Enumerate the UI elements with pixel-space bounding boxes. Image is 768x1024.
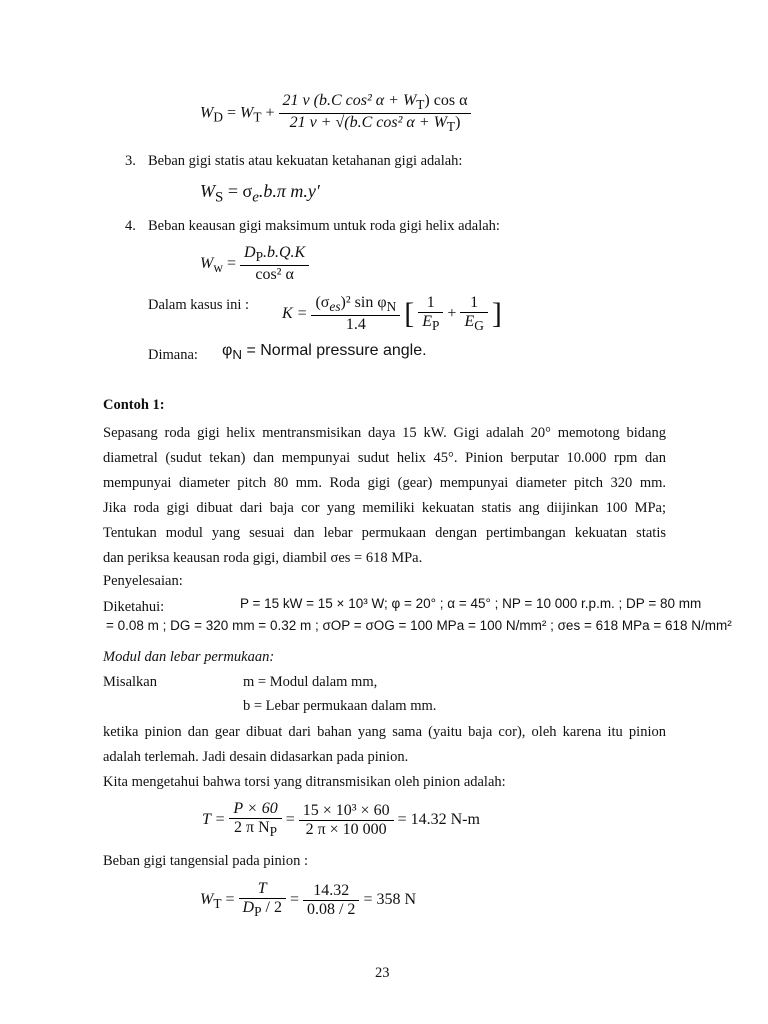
beban-tangensial-label: Beban gigi tangensial pada pinion : [103, 853, 308, 869]
penyelesaian-label: Penyelesaian: [103, 573, 183, 589]
equation-wd: $W_D = W_T$ + $\frac{21 v (b.C \cos^2 \alpha + W_T) \cos \alpha}{21 v + √(b.C \cos^2 \alpha + W_T)}$ [200, 92, 471, 135]
example-title: Contoh 1: [103, 397, 165, 413]
paragraph-line: Tentukan modul yang sesuai dan lebar permukaan dengan pertimbangan kekuatan statis [103, 525, 666, 541]
wd-fraction: $\frac{21 v (b.C \cos^2 \alpha + W_T) \cos \alpha}{21 v + √(b.C \cos^2 \alpha + W_T)}$ [279, 92, 472, 135]
equation-ww: $W_w$ = $\frac{D_P.b.Q.K}{\text{cos² α}}$ [200, 244, 309, 284]
dalam-kasus-label: Dalam kasus ini : [148, 297, 250, 313]
given-line-1: P = 15 kW = 15 × 10³ W; φ = 20° ; α = 45° ; NP = 10 000 r.p.m. ; DP = 80 mm [240, 596, 702, 611]
paragraph-line: diametral (sudut tekan) dan mempunyai sudut helix 45°. Pinion berputar 10.000 rpm dan [103, 450, 666, 466]
equation-k: K = $\frac{(\sigma_{es})^2 \sin \varphi_N}{1.4}$ [ $\frac{1}{E_P}$ + $\frac{1}{E_G}$ ] [282, 294, 502, 334]
list-number-3: 3. [125, 153, 136, 169]
given-line-2: = 0.08 m ; DG = 320 mm = 0.32 m ; σOP = σOG = 100 MPa = 100 N/mm² ; σes = 618 MPa = 618 N/mm² [106, 618, 732, 633]
item3-text: Beban gigi statis atau kekuatan ketahanan gigi adalah: [148, 153, 463, 169]
equation-torque: T = $\frac{P \times 60}{2 \pi N_P}$ = $\frac{\text{15 × 10³ × 60}}{2 \pi \times 10 000}$ = 14.32 N-m [202, 800, 480, 840]
paragraph-line: adalah terlemah. Jadi desain didasarkan pada pinion. [103, 749, 409, 765]
paragraph-line: Kita mengetahui bahwa torsi yang ditransmisikan oleh pinion adalah: [103, 774, 506, 790]
k-fraction: $\frac{(\sigma_{es})^2 \sin \varphi_N}{1.4}$ [311, 294, 400, 334]
normal-pressure-angle: $\varphi_N$ = Normal pressure angle. [222, 342, 427, 363]
list-number-4: 4. [125, 218, 136, 234]
equation-ws: $W_S = \sigma_e.b.\pi$ m.y′ [200, 181, 320, 206]
def-m: m = Modul dalam mm, [243, 674, 378, 690]
paragraph-line: ketika pinion dan gear dibuat dari bahan yang sama (yaitu baja cor), oleh karena itu pinion [103, 724, 666, 740]
dimana-label: Dimana: [148, 347, 198, 363]
paragraph-line: mempunyai diameter pitch 80 mm. Roda gigi (gear) mempunyai diameter pitch 320 mm. [103, 475, 666, 491]
paragraph-line: Sepasang roda gigi helix mentransmisikan daya 15 kW. Gigi adalah 20° memotong bidang [103, 425, 666, 441]
def-b: b = Lebar permukaan dalam mm. [243, 698, 437, 714]
item4-text: Beban keausan gigi maksimum untuk roda gigi helix adalah: [148, 218, 500, 234]
equation-wt: $W_T$ = $\frac{T}{D_P / 2}$ = $\frac{14.32}{0.08 / 2}$ = 358 N [200, 880, 417, 920]
page-number: 23 [375, 965, 390, 981]
modul-heading: Modul dan lebar permukaan: [103, 649, 275, 665]
paragraph-line: Jika roda gigi dibuat dari baja cor yang memiliki kekuatan statis ang diijinkan 100 MPa; [103, 500, 666, 516]
ww-fraction: $\frac{D_P.b.Q.K}{\text{cos² α}}$ [240, 244, 309, 284]
diketahui-label: Diketahui: [103, 599, 165, 615]
misalkan-label: Misalkan [103, 674, 157, 690]
paragraph-line: dan periksa keausan roda gigi, diambil σes = 618 MPa. [103, 550, 423, 566]
problem-paragraph [103, 421, 666, 571]
